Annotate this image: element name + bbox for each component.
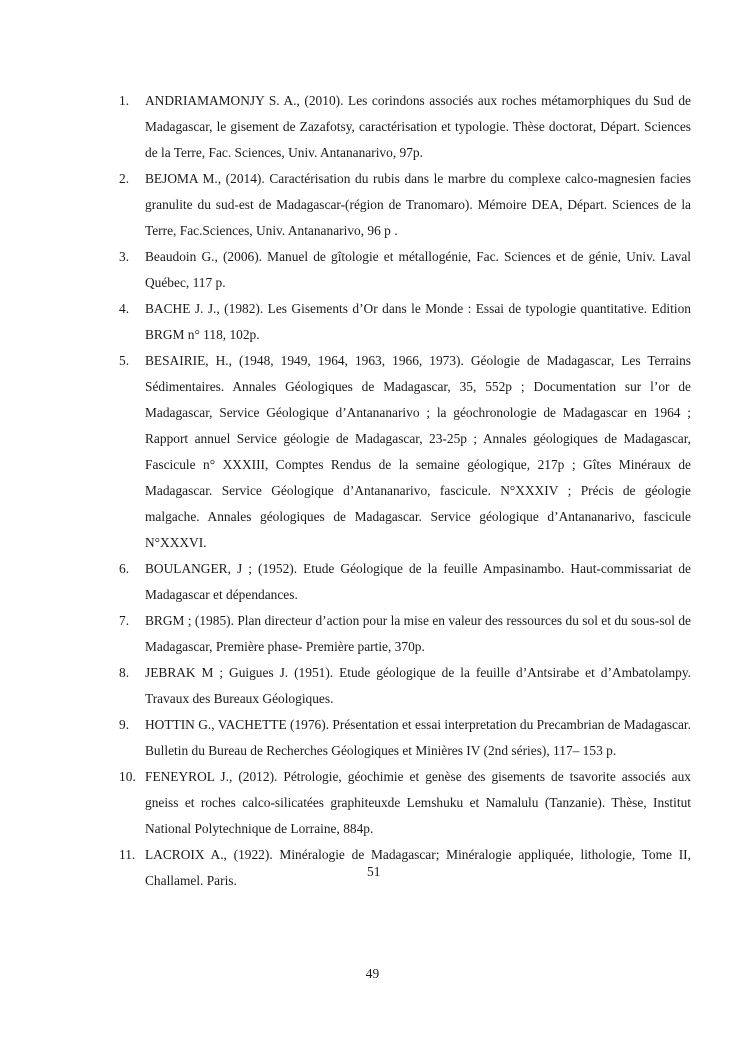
reference-item bbox=[119, 166, 691, 244]
reference-item bbox=[119, 842, 691, 894]
reference-number: 6. bbox=[119, 561, 130, 576]
reference-text: BRGM ; (1985). Plan directeur d’action pour la mise en valeur des ressources du sol et du sous-sol de Madagascar, Première phase- Première partie, 370p. bbox=[145, 613, 691, 654]
reference-list bbox=[119, 88, 691, 894]
reference-item bbox=[119, 88, 691, 166]
reference-item bbox=[119, 348, 691, 556]
reference-text: FENEYROL J., (2012). Pétrologie, géochimie et genèse des gisements de tsavorite associés aux gneiss et roches calco-silicatées graphiteuxde Lemshuku et Namalulu (Tanzanie). Thèse, Institut National Polytechnique de Lorraine, 884p. bbox=[145, 769, 691, 836]
page-number: 49 bbox=[365, 966, 380, 981]
reference-number: 4. bbox=[119, 301, 130, 316]
reference-number: 1. bbox=[119, 93, 130, 108]
reference-item bbox=[119, 608, 691, 660]
reference-number: 8. bbox=[119, 665, 130, 680]
reference-text: ANDRIAMAMONJY S. A., (2010). Les corindons associés aux roches métamorphiques du Sud de Madagascar, le gisement de Zazafotsy, caractérisation et typologie. Thèse doctorat, Départ. Sciences de la Terre, Fac. Sciences, Univ. Antananarivo, 97p. bbox=[145, 93, 691, 160]
reference-number: 10. bbox=[119, 769, 136, 784]
reference-text: Beaudoin G., (2006). Manuel de gîtologie et métallogénie, Fac. Sciences et de génie, Univ. Laval Québec, 117 p. bbox=[145, 249, 691, 290]
reference-item bbox=[119, 764, 691, 842]
reference-text: JEBRAK M ; Guigues J. (1951). Etude géologique de la feuille d’Antsirabe et d’Ambatolampy. Travaux des Bureaux Géologiques. bbox=[145, 665, 691, 706]
reference-number: 2. bbox=[119, 171, 130, 186]
reference-number: 5. bbox=[119, 353, 130, 368]
reference-item bbox=[119, 556, 691, 608]
overlay-page-label: 51 bbox=[361, 862, 386, 882]
reference-item bbox=[119, 244, 691, 296]
reference-item bbox=[119, 296, 691, 348]
reference-text: LACROIX A., (1922). Minéralogie de Madagascar; Minéralogie appliquée, lithologie, Tome II, Challamel. Paris. bbox=[145, 847, 691, 888]
reference-item bbox=[119, 712, 691, 764]
reference-text: BESAIRIE, H., (1948, 1949, 1964, 1963, 1966, 1973). Géologie de Madagascar, Les Terrains Sédimentaires. Annales Géologiques de Madagascar, 35, 552p ; Documentation sur l’or de Madagascar, Service Géologique d’Antananarivo ; la géochronologie de Madagascar en 1964 ; Rapport annuel Service géologie de Madagascar, 23-25p ; Annales géologiques de Madagascar, Fascicule n° XXXIII, Comptes Rendus de la semaine géologique, 217p ; Gîtes Minéraux de Madagascar. Service Géologique d’Antananarivo, fascicule. N°XXXIV ; Précis de géologie malgache. Annales géologiques de Madagascar. Service géologique d’Antananarivo, fascicule N°XXXVI. bbox=[145, 353, 691, 550]
reference-text: BEJOMA M., (2014). Caractérisation du rubis dans le marbre du complexe calco-magnesien facies granulite du sud-est de Madagascar-(région de Tranomaro). Mémoire DEA, Départ. Sciences de la Terre, Fac.Sciences, Univ. Antananarivo, 96 p . bbox=[145, 171, 691, 238]
reference-number: 9. bbox=[119, 717, 130, 732]
reference-text: BOULANGER, J ; (1952). Etude Géologique de la feuille Ampasinambo. Haut-commissariat de Madagascar et dépendances. bbox=[145, 561, 691, 602]
reference-number: 11. bbox=[119, 847, 136, 862]
reference-text: HOTTIN G., VACHETTE (1976). Présentation et essai interpretation du Precambrian de Madagascar. Bulletin du Bureau de Recherches Géologiques et Minières IV (2nd séries), 117– 153 p. bbox=[145, 717, 691, 758]
reference-item bbox=[119, 660, 691, 712]
reference-text: BACHE J. J., (1982). Les Gisements d’Or dans le Monde : Essai de typologie quantitative. Edition BRGM n° 118, 102p. bbox=[145, 301, 691, 342]
reference-number: 3. bbox=[119, 249, 130, 264]
reference-number: 7. bbox=[119, 613, 130, 628]
